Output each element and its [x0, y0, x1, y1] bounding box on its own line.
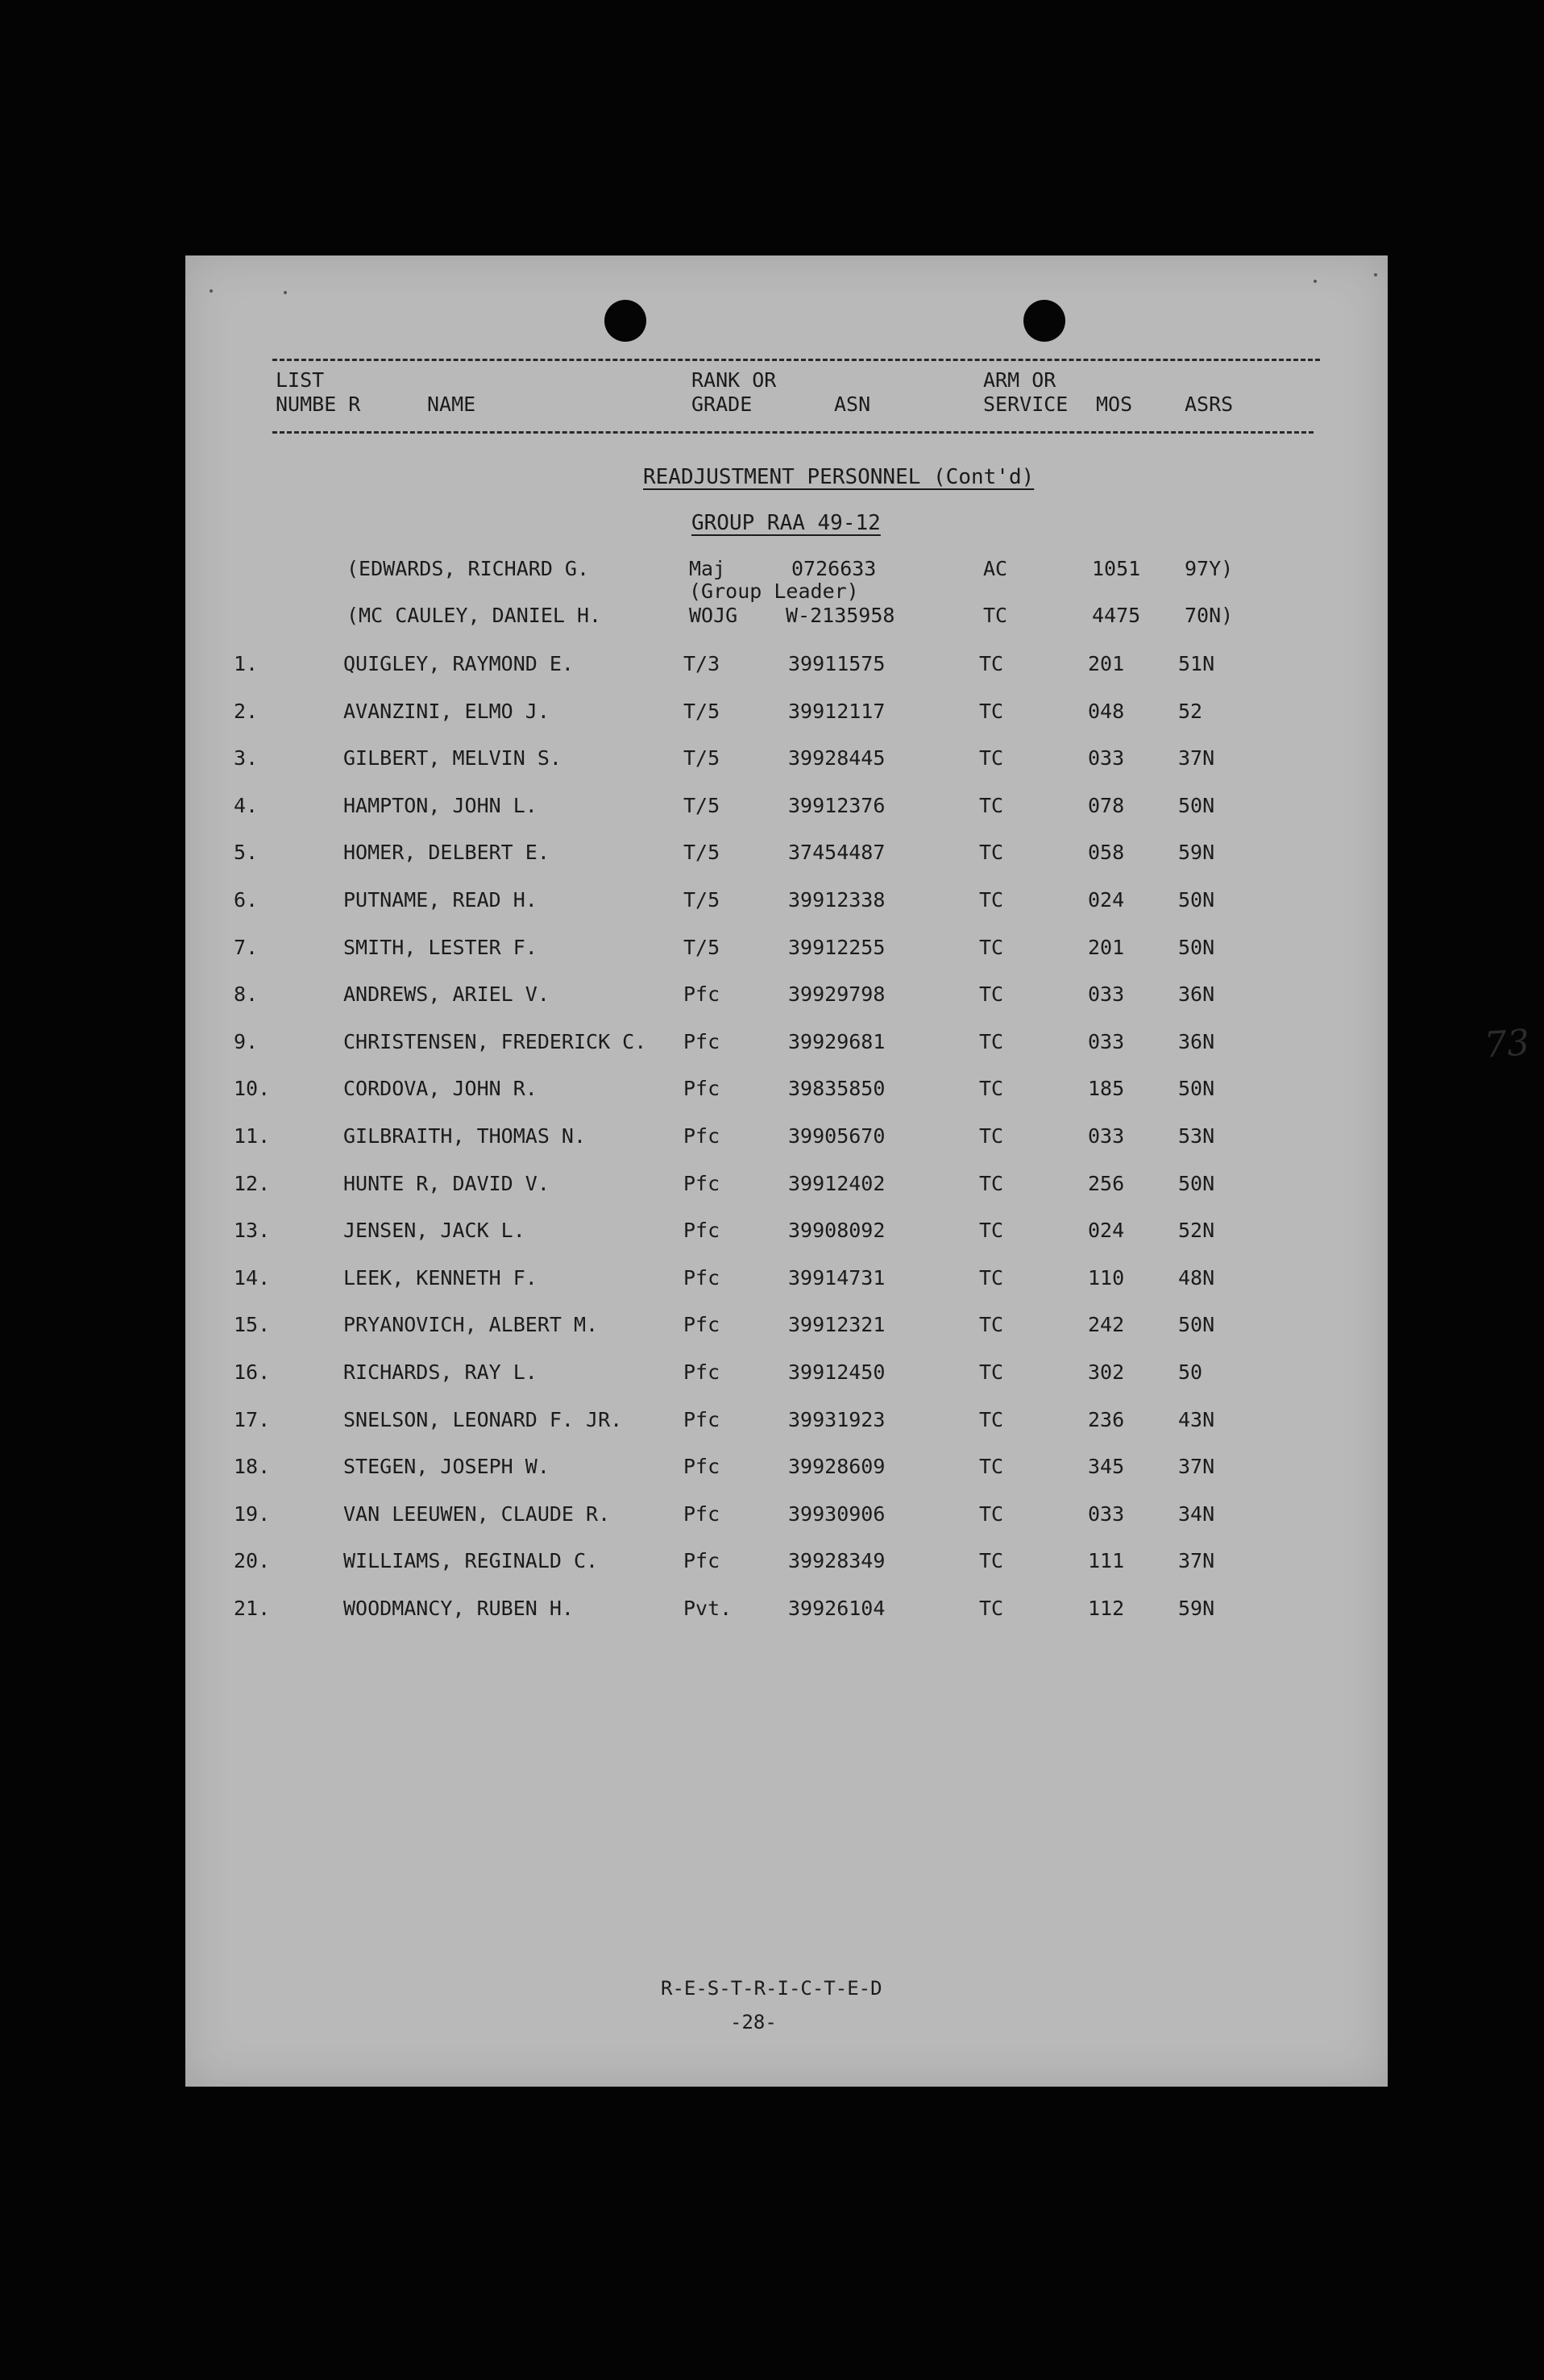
row-service: TC — [979, 888, 1004, 912]
row-service: TC — [979, 841, 1004, 865]
table-row — [185, 1456, 1388, 1489]
row-asn: 39931923 — [788, 1407, 886, 1431]
row-mos: 201 — [1088, 935, 1125, 959]
row-mos: 236 — [1088, 1407, 1125, 1431]
row-name: AVANZINI, ELMO J. — [343, 699, 550, 723]
row-service: TC — [979, 1077, 1004, 1101]
row-service: TC — [979, 793, 1004, 817]
row-number: 20. — [234, 1549, 271, 1573]
row-grade: Pfc — [683, 1171, 720, 1195]
row-number: 15. — [234, 1313, 271, 1337]
row-service: TC — [979, 699, 1004, 723]
row-grade: T/5 — [683, 699, 720, 723]
row-asrs: 37N — [1178, 1549, 1215, 1573]
row-asrs: 53N — [1178, 1124, 1215, 1148]
row-name: WOODMANCY, RUBEN H. — [343, 1597, 574, 1620]
row-service: TC — [979, 1171, 1004, 1195]
row-asrs: 50N — [1178, 935, 1215, 959]
row-service: TC — [979, 1502, 1004, 1526]
row-mos: 302 — [1088, 1360, 1125, 1384]
row-grade: Pfc — [683, 1455, 720, 1479]
row-asrs: 37N — [1178, 746, 1215, 770]
row-name: GILBERT, MELVIN S. — [343, 746, 562, 770]
row-mos: 033 — [1088, 1502, 1125, 1526]
row-name: LEEK, KENNETH F. — [343, 1265, 537, 1290]
row-asn: 39908092 — [788, 1219, 886, 1243]
row-grade: Pfc — [683, 1549, 720, 1573]
table-row — [185, 701, 1388, 733]
row-asn: 39928609 — [788, 1455, 886, 1479]
row-service: TC — [979, 1265, 1004, 1290]
row-mos: 058 — [1088, 841, 1125, 865]
header-mos: MOS — [1096, 393, 1133, 416]
row-asn: 39912321 — [788, 1313, 886, 1337]
row-number: 2. — [234, 699, 259, 723]
row-name: JENSEN, JACK L. — [343, 1219, 525, 1243]
row-asrs: 34N — [1178, 1502, 1215, 1526]
row-name: RICHARDS, RAY L. — [343, 1360, 537, 1384]
row-grade: T/5 — [683, 746, 720, 770]
row-number: 21. — [234, 1597, 271, 1620]
row-grade: T/3 — [683, 652, 720, 675]
table-row — [185, 1315, 1388, 1347]
row-mos: 201 — [1088, 652, 1125, 675]
row-name: ANDREWS, ARIEL V. — [343, 982, 550, 1007]
table-row — [185, 1362, 1388, 1394]
table-row — [185, 842, 1388, 874]
row-asrs: 52 — [1178, 699, 1203, 723]
row-grade: Pfc — [683, 1029, 720, 1053]
table-row — [185, 654, 1388, 686]
table-row — [185, 890, 1388, 922]
leader-asrs: 97Y) — [1185, 557, 1234, 580]
row-asn: 39912376 — [788, 793, 886, 817]
row-mos: 024 — [1088, 1219, 1125, 1243]
leader-grade: Maj — [689, 557, 726, 580]
row-asn: 39929798 — [788, 982, 886, 1007]
row-name: QUIGLEY, RAYMOND E. — [343, 652, 574, 675]
table-row — [185, 1126, 1388, 1158]
row-mos: 033 — [1088, 1029, 1125, 1053]
row-number: 16. — [234, 1360, 271, 1384]
row-asn: 39912255 — [788, 935, 886, 959]
header-arm-line2: SERVICE — [983, 393, 1069, 416]
row-number: 17. — [234, 1407, 271, 1431]
row-grade: Pfc — [683, 1407, 720, 1431]
header-list-number-line2: NUMBE R — [276, 393, 361, 416]
row-number: 10. — [234, 1077, 271, 1101]
table-row — [185, 748, 1388, 780]
row-grade: Pfc — [683, 982, 720, 1007]
header-asn: ASN — [834, 393, 871, 416]
row-asrs: 50 — [1178, 1360, 1203, 1384]
row-name: HOMER, DELBERT E. — [343, 841, 550, 865]
document-page — [185, 255, 1531, 2087]
leader-service: TC — [983, 604, 1008, 627]
row-name: PRYANOVICH, ALBERT M. — [343, 1313, 599, 1337]
row-name: CORDOVA, JOHN R. — [343, 1077, 537, 1101]
header-rank-line2: GRADE — [691, 393, 753, 416]
row-name: STEGEN, JOSEPH W. — [343, 1455, 550, 1479]
row-number: 9. — [234, 1029, 259, 1053]
row-number: 11. — [234, 1124, 271, 1148]
row-mos: 078 — [1088, 793, 1125, 817]
restricted-footer: R-E-S-T-R-I-C-T-E-D — [661, 1977, 882, 2000]
row-number: 3. — [234, 746, 259, 770]
row-number: 14. — [234, 1265, 271, 1290]
table-row — [185, 1407, 1388, 1442]
row-service: TC — [979, 746, 1004, 770]
row-name: SMITH, LESTER F. — [343, 935, 537, 959]
row-asn: 39928445 — [788, 746, 886, 770]
row-asn: 39928349 — [788, 1549, 886, 1573]
table-row — [185, 984, 1388, 1016]
row-service: TC — [979, 1029, 1004, 1053]
row-asn: 39911575 — [788, 652, 886, 675]
row-grade: Pfc — [683, 1077, 720, 1101]
row-asn: 39912338 — [788, 888, 886, 912]
row-asrs: 43N — [1178, 1407, 1215, 1431]
leader-mos: 1051 — [1092, 557, 1141, 580]
row-asn: 39914731 — [788, 1265, 886, 1290]
row-asrs: 50N — [1178, 1077, 1215, 1101]
header-arm-line1: ARM OR — [983, 368, 1056, 392]
table-row — [185, 1551, 1388, 1583]
page-number: -28- — [730, 2011, 777, 2033]
row-name: HAMPTON, JOHN L. — [343, 793, 537, 817]
row-number: 1. — [234, 652, 259, 675]
row-service: TC — [979, 982, 1004, 1007]
row-asrs: 52N — [1178, 1219, 1215, 1243]
row-service: TC — [979, 1549, 1004, 1573]
row-asn: 37454487 — [788, 841, 886, 865]
row-asrs: 50N — [1178, 888, 1215, 912]
row-name: GILBRAITH, THOMAS N. — [343, 1124, 587, 1148]
row-mos: 048 — [1088, 699, 1125, 723]
leader-grade: WOJG — [689, 604, 738, 627]
row-grade: T/5 — [683, 793, 720, 817]
row-grade: T/5 — [683, 935, 720, 959]
table-row — [185, 937, 1388, 970]
header-rule-bottom — [272, 431, 1314, 434]
row-service: TC — [979, 1313, 1004, 1337]
table-row — [185, 1173, 1388, 1206]
row-mos: 111 — [1088, 1549, 1125, 1573]
row-number: 8. — [234, 982, 259, 1007]
table-row — [185, 1078, 1388, 1111]
row-asn: 39912117 — [788, 699, 886, 723]
group-title: GROUP RAA 49-12 — [691, 511, 881, 535]
row-name: WILLIAMS, REGINALD C. — [343, 1549, 599, 1573]
row-asn: 39926104 — [788, 1597, 886, 1620]
row-number: 18. — [234, 1455, 271, 1479]
row-grade: Pfc — [683, 1502, 720, 1526]
row-asn: 39930906 — [788, 1502, 886, 1526]
row-grade: Pfc — [683, 1219, 720, 1243]
header-name: NAME — [427, 393, 476, 416]
leader-asn: 0726633 — [791, 557, 877, 580]
row-number: 4. — [234, 793, 259, 817]
row-service: TC — [979, 1219, 1004, 1243]
row-service: TC — [979, 1597, 1004, 1620]
row-service: TC — [979, 1455, 1004, 1479]
row-name: VAN LEEUWEN, CLAUDE R. — [343, 1502, 611, 1526]
row-grade: Pfc — [683, 1360, 720, 1384]
header-asrs: ASRS — [1185, 393, 1234, 416]
table-row — [185, 1504, 1388, 1536]
row-number: 13. — [234, 1219, 271, 1243]
section-title: READJUSTMENT PERSONNEL (Cont'd) — [643, 465, 1035, 489]
row-grade: Pfc — [683, 1124, 720, 1148]
row-name: HUNTE R, DAVID V. — [343, 1171, 550, 1195]
row-mos: 024 — [1088, 888, 1125, 912]
row-asrs: 59N — [1178, 841, 1215, 865]
row-grade: T/5 — [683, 888, 720, 912]
row-service: TC — [979, 1360, 1004, 1384]
row-grade: Pfc — [683, 1313, 720, 1337]
table-row — [185, 1265, 1388, 1300]
row-service: TC — [979, 652, 1004, 675]
table-row — [185, 1220, 1388, 1252]
leader-service: AC — [983, 557, 1008, 580]
leader-note: (Group Leader) — [689, 579, 859, 603]
row-grade: Pvt. — [683, 1597, 733, 1620]
row-service: TC — [979, 1124, 1004, 1148]
row-asn: 39912402 — [788, 1171, 886, 1195]
row-asn: 39912450 — [788, 1360, 886, 1384]
row-asrs: 37N — [1178, 1455, 1215, 1479]
row-name: SNELSON, LEONARD F. JR. — [343, 1407, 623, 1431]
row-asrs: 50N — [1178, 1171, 1215, 1195]
row-name: CHRISTENSEN, FREDERICK C. — [343, 1029, 647, 1053]
row-asrs: 36N — [1178, 982, 1215, 1007]
row-asn: 39905670 — [788, 1124, 886, 1148]
header-rule-top — [272, 359, 1320, 361]
row-number: 5. — [234, 841, 259, 865]
row-asn: 39929681 — [788, 1029, 886, 1053]
row-mos: 242 — [1088, 1313, 1125, 1337]
row-number: 19. — [234, 1502, 271, 1526]
row-asrs: 50N — [1178, 793, 1215, 817]
row-name: PUTNAME, READ H. — [343, 888, 537, 912]
row-mos: 345 — [1088, 1455, 1125, 1479]
row-asrs: 51N — [1178, 652, 1215, 675]
row-mos: 033 — [1088, 982, 1125, 1007]
row-asrs: 59N — [1178, 1597, 1215, 1620]
row-asrs: 50N — [1178, 1313, 1215, 1337]
row-mos: 185 — [1088, 1077, 1125, 1101]
leader-asn: W-2135958 — [786, 604, 895, 627]
row-number: 7. — [234, 935, 259, 959]
row-mos: 256 — [1088, 1171, 1125, 1195]
row-number: 6. — [234, 888, 259, 912]
table-row — [185, 1598, 1388, 1630]
row-service: TC — [979, 935, 1004, 959]
row-mos: 033 — [1088, 746, 1125, 770]
leader-mos: 4475 — [1092, 604, 1141, 627]
row-asrs: 48N — [1178, 1265, 1215, 1290]
row-grade: T/5 — [683, 841, 720, 865]
header-rank-line1: RANK OR — [691, 368, 777, 392]
margin-handwritten-number: 73 — [1483, 1022, 1531, 1066]
punch-hole-left — [604, 300, 646, 342]
row-mos: 112 — [1088, 1597, 1125, 1620]
row-number: 12. — [234, 1171, 271, 1195]
leader-name: (MC CAULEY, DANIEL H. — [347, 604, 602, 627]
leader-asrs: 70N) — [1185, 604, 1234, 627]
table-row — [185, 795, 1388, 828]
row-service: TC — [979, 1407, 1004, 1431]
row-mos: 033 — [1088, 1124, 1125, 1148]
table-row — [185, 1029, 1388, 1064]
row-asrs: 36N — [1178, 1029, 1215, 1053]
row-grade: Pfc — [683, 1265, 720, 1290]
row-asn: 39835850 — [788, 1077, 886, 1101]
row-mos: 110 — [1088, 1265, 1125, 1290]
punch-hole-right — [1023, 300, 1065, 342]
header-list-number-line1: LIST — [276, 368, 325, 392]
leader-name: (EDWARDS, RICHARD G. — [347, 557, 590, 580]
